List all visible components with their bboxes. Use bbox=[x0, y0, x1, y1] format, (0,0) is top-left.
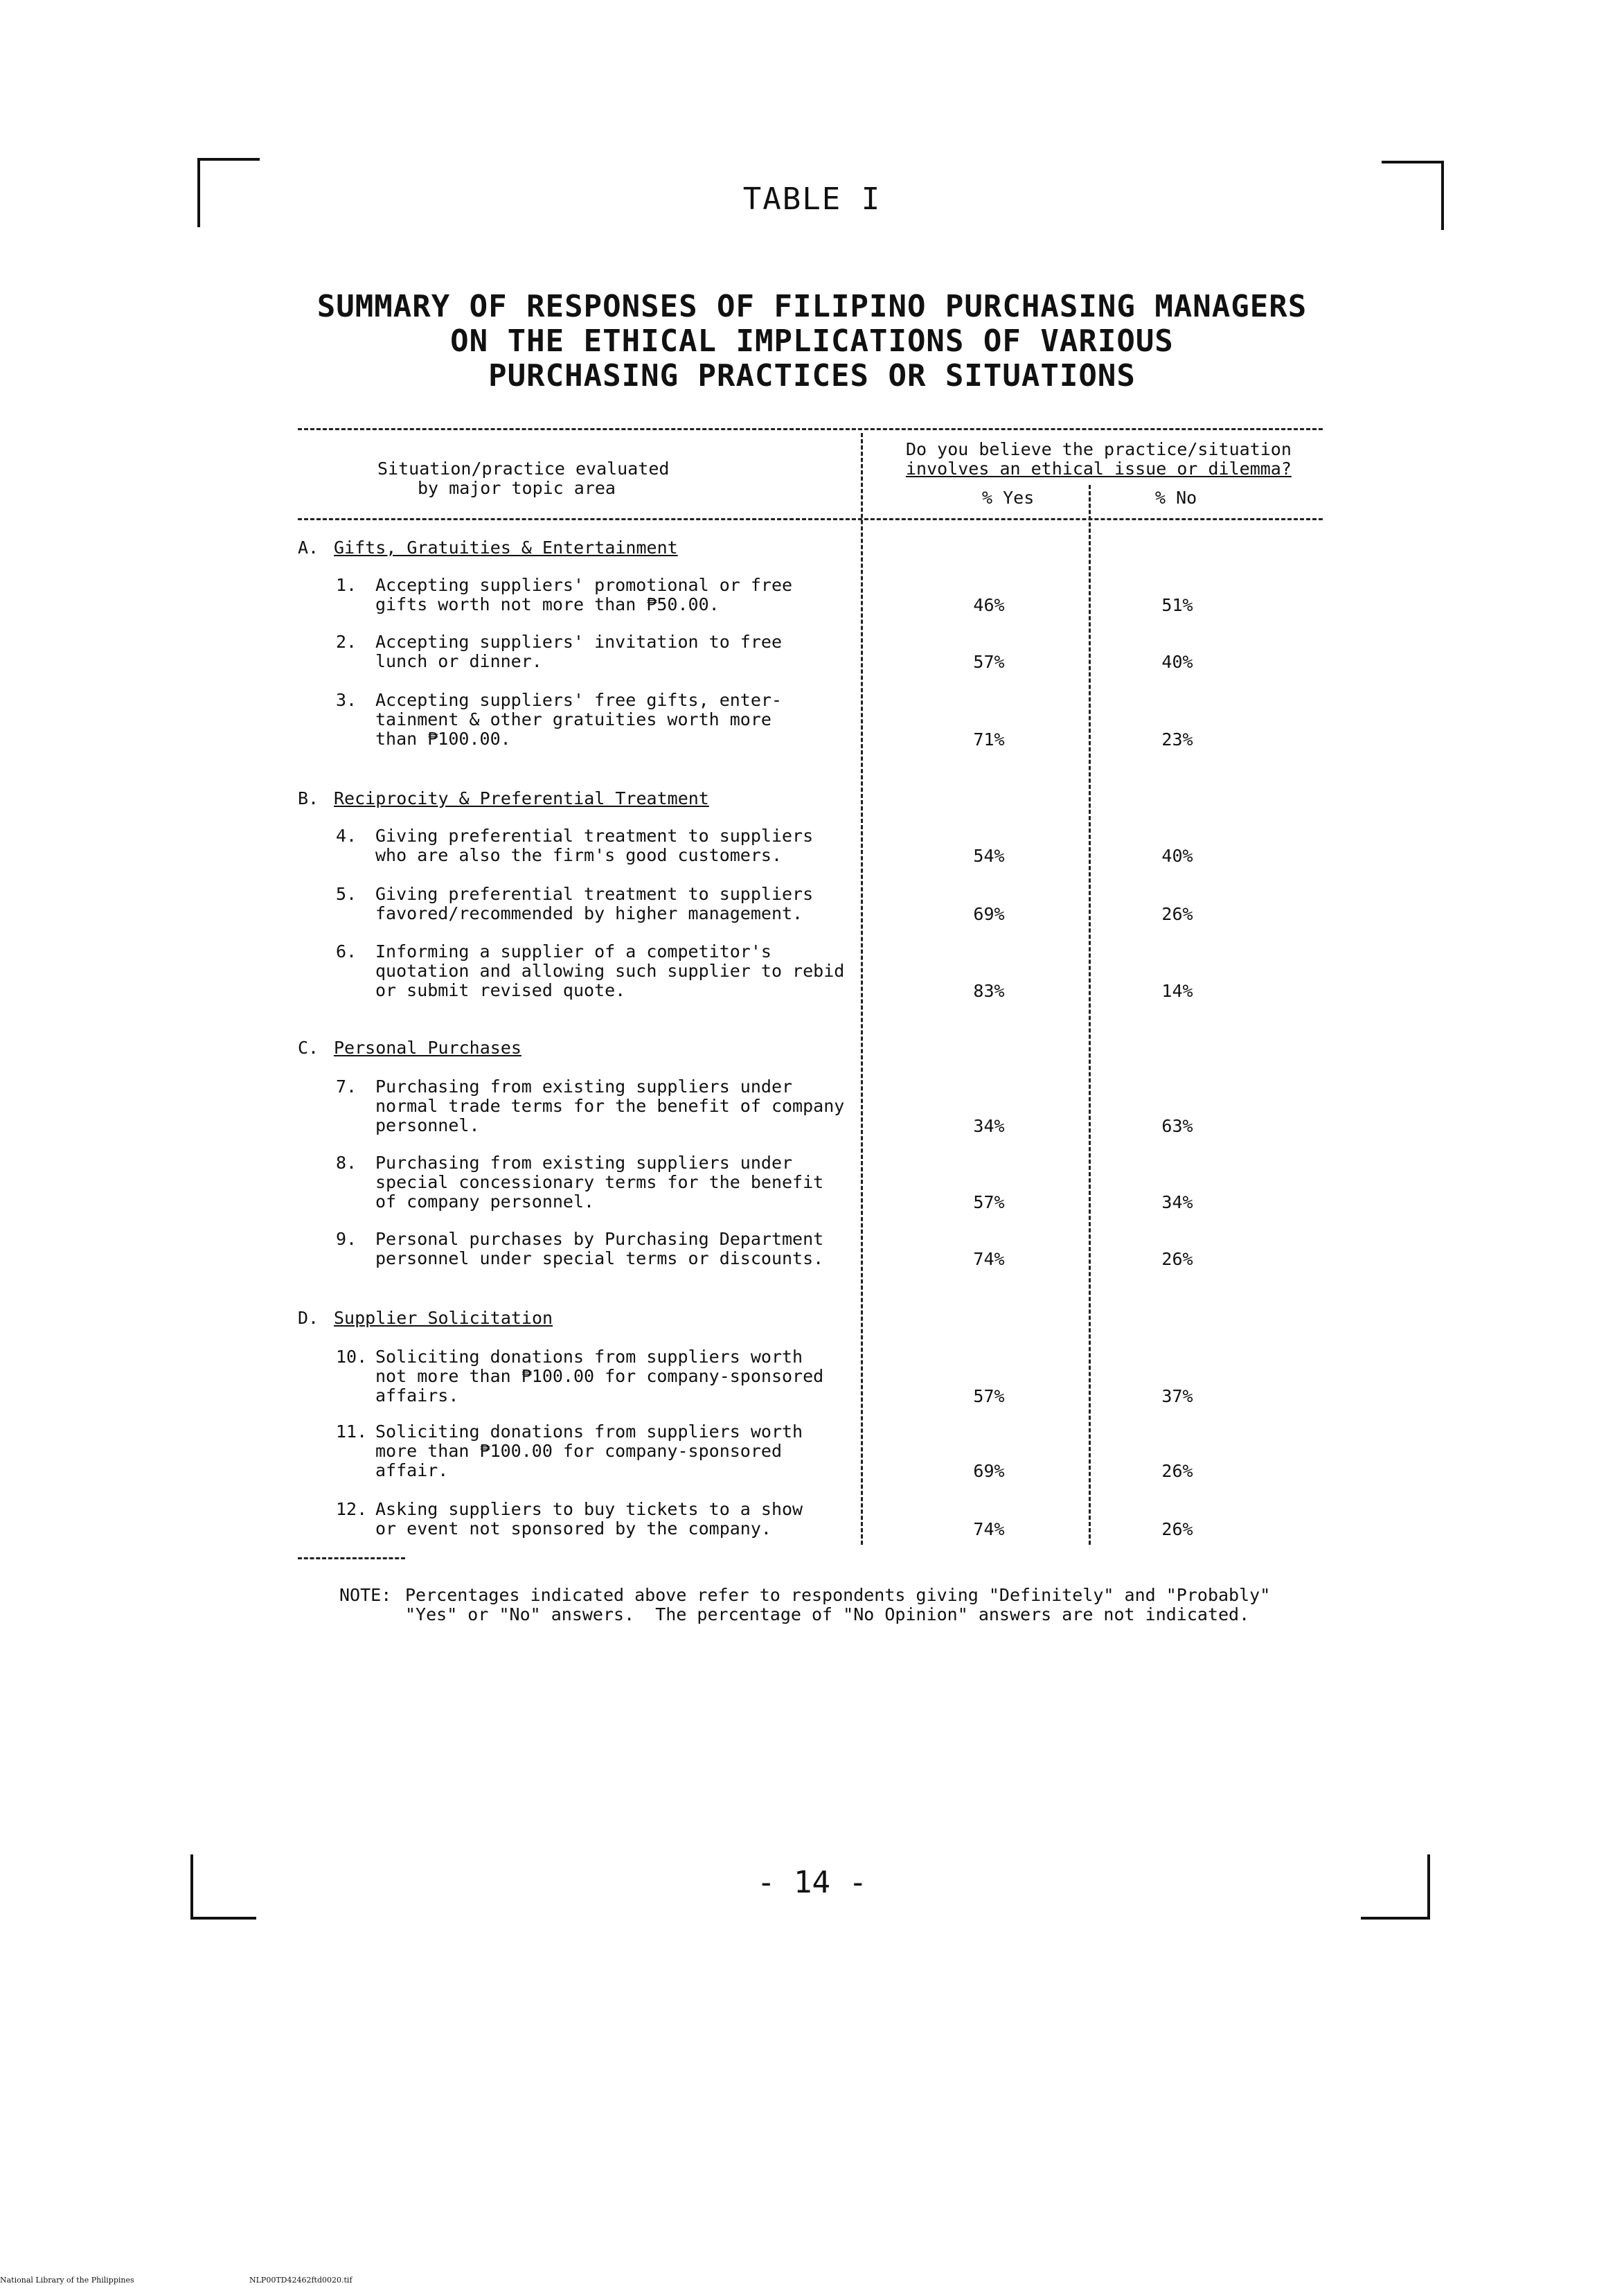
row-description: Giving preferential treatment to suppliers favored/recommended by higher management. bbox=[375, 884, 814, 923]
row-yes-percent: 57% bbox=[973, 1386, 1005, 1406]
row-number: 5. bbox=[336, 884, 357, 904]
row-no-percent: 37% bbox=[1161, 1386, 1193, 1406]
row-yes-percent: 69% bbox=[973, 1461, 1005, 1481]
row-no-percent: 40% bbox=[1161, 652, 1193, 672]
row-no-percent: 26% bbox=[1161, 1519, 1193, 1539]
section-letter: D. bbox=[298, 1308, 319, 1328]
column-header-question-line-1: Do you believe the practice/situation bbox=[906, 439, 1292, 459]
section-title: Supplier Solicitation bbox=[334, 1308, 553, 1328]
row-number: 10. bbox=[336, 1347, 368, 1367]
row-number: 3. bbox=[336, 690, 357, 710]
row-yes-percent: 71% bbox=[973, 729, 1005, 750]
table-note-label: NOTE: bbox=[339, 1585, 392, 1605]
section-letter: A. bbox=[298, 538, 319, 558]
row-yes-percent: 69% bbox=[973, 904, 1005, 924]
column-header-situation-line-2: by major topic area bbox=[418, 478, 616, 498]
row-no-percent: 14% bbox=[1161, 981, 1193, 1001]
row-number: 7. bbox=[336, 1076, 357, 1097]
row-no-percent: 26% bbox=[1161, 1461, 1193, 1481]
row-description: Personal purchases by Purchasing Department personnel under special terms or discounts. bbox=[375, 1229, 824, 1268]
row-number: 2. bbox=[336, 632, 357, 652]
row-description: Accepting suppliers' invitation to free lunch or dinner. bbox=[375, 632, 782, 671]
row-description: Informing a supplier of a competitor's quotation and allowing such supplier to rebid or submit revised quote. bbox=[375, 941, 845, 1000]
page-number: - 14 - bbox=[757, 1865, 867, 1900]
row-number: 1. bbox=[336, 575, 357, 595]
section-letter: B. bbox=[298, 788, 319, 808]
table-header-bottom-rule bbox=[298, 518, 1323, 520]
scan-footer-source: National Library of the Philippines bbox=[0, 2276, 134, 2285]
row-yes-percent: 74% bbox=[973, 1519, 1005, 1539]
row-description: Accepting suppliers' free gifts, enter- tainment & other gratuities worth more than ₱100.00. bbox=[375, 690, 782, 749]
column-divider-main bbox=[861, 433, 863, 1545]
scan-footer-filename: NLP00TD42462ftd0020.tif bbox=[249, 2276, 353, 2285]
row-number: 8. bbox=[336, 1153, 357, 1173]
row-no-percent: 26% bbox=[1161, 904, 1193, 924]
row-description: Giving preferential treatment to suppliers who are also the firm's good customers. bbox=[375, 826, 814, 865]
row-description: Purchasing from existing suppliers under normal trade terms for the benefit of company personnel. bbox=[375, 1076, 845, 1135]
table-bottom-rule bbox=[298, 1557, 405, 1559]
row-no-percent: 51% bbox=[1161, 595, 1193, 615]
row-yes-percent: 34% bbox=[973, 1116, 1005, 1136]
row-number: 11. bbox=[336, 1421, 368, 1442]
row-yes-percent: 74% bbox=[973, 1249, 1005, 1269]
table-note-line-2: "Yes" or "No" answers. The percentage of "No Opinion" answers are not indicated. bbox=[405, 1604, 1250, 1624]
row-no-percent: 23% bbox=[1161, 729, 1193, 750]
table-top-rule bbox=[298, 428, 1323, 430]
row-no-percent: 26% bbox=[1161, 1249, 1193, 1269]
row-yes-percent: 54% bbox=[973, 846, 1005, 866]
row-no-percent: 34% bbox=[1161, 1192, 1193, 1212]
row-yes-percent: 46% bbox=[973, 595, 1005, 615]
column-header-situation-line-1: Situation/practice evaluated bbox=[377, 459, 670, 479]
table-heading-line-2: ON THE ETHICAL IMPLICATIONS OF VARIOUS bbox=[450, 324, 1174, 359]
column-divider-yes-no bbox=[1089, 485, 1091, 1545]
row-description: Asking suppliers to buy tickets to a show or event not sponsored by the company. bbox=[375, 1499, 803, 1539]
table-note-line-1: Percentages indicated above refer to respondents giving "Definitely" and "Probably" bbox=[405, 1585, 1271, 1605]
row-number: 6. bbox=[336, 941, 357, 962]
corner-bracket-top-right bbox=[1382, 161, 1444, 163]
row-description: Soliciting donations from suppliers worth more than ₱100.00 for company-sponsored affair. bbox=[375, 1421, 803, 1480]
column-header-yes: % Yes bbox=[982, 488, 1035, 508]
table-heading-line-3: PURCHASING PRACTICES OR SITUATIONS bbox=[488, 358, 1136, 393]
column-header-no: % No bbox=[1155, 488, 1197, 508]
section-title: Gifts, Gratuities & Entertainment bbox=[334, 538, 678, 558]
corner-bracket-bottom-left bbox=[190, 1917, 256, 1920]
row-no-percent: 40% bbox=[1161, 846, 1193, 866]
row-description: Soliciting donations from suppliers worth not more than ₱100.00 for company-sponsored affairs. bbox=[375, 1347, 824, 1406]
row-yes-percent: 83% bbox=[973, 981, 1005, 1001]
row-no-percent: 63% bbox=[1161, 1116, 1193, 1136]
row-number: 9. bbox=[336, 1229, 357, 1249]
column-header-question-line-2: involves an ethical issue or dilemma? bbox=[906, 459, 1292, 479]
section-title: Personal Purchases bbox=[334, 1038, 521, 1058]
row-description: Accepting suppliers' promotional or free gifts worth not more than ₱50.00. bbox=[375, 575, 793, 614]
corner-bracket-bottom-right bbox=[1361, 1917, 1430, 1920]
corner-bracket-top-left bbox=[197, 158, 260, 161]
row-yes-percent: 57% bbox=[973, 652, 1005, 672]
row-number: 12. bbox=[336, 1499, 368, 1519]
table-title: TABLE I bbox=[742, 181, 882, 217]
row-number: 4. bbox=[336, 826, 357, 846]
table-heading-line-1: SUMMARY OF RESPONSES OF FILIPINO PURCHASING MANAGERS bbox=[316, 289, 1308, 324]
section-letter: C. bbox=[298, 1038, 319, 1058]
row-yes-percent: 57% bbox=[973, 1192, 1005, 1212]
section-title: Reciprocity & Preferential Treatment bbox=[334, 788, 709, 808]
row-description: Purchasing from existing suppliers under special concessionary terms for the benefit of company personnel. bbox=[375, 1153, 824, 1212]
